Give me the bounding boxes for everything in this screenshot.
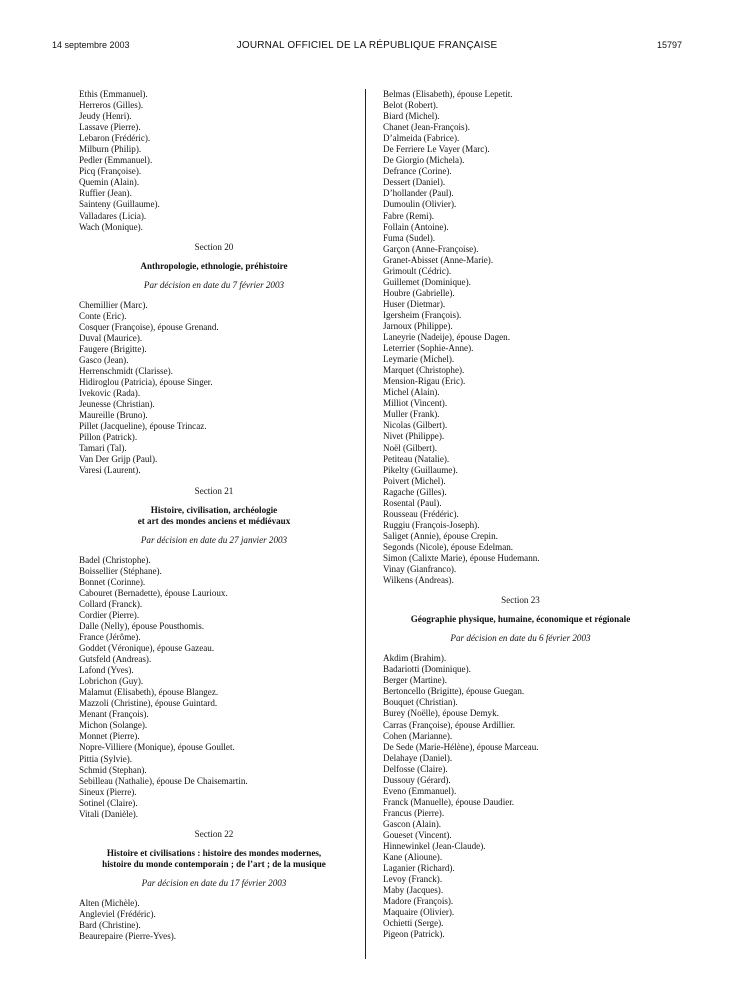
- name-entry: Maquaire (Olivier).: [383, 907, 455, 918]
- name-entry: Lafond (Yves).: [79, 665, 134, 676]
- name-entry: Granet-Abisset (Anne-Marie).: [383, 254, 494, 265]
- name-entry: Michon (Solange).: [79, 720, 148, 731]
- name-entry: Ochietti (Serge).: [383, 918, 444, 929]
- section-title-line: Anthropologie, ethnologie, préhistoire: [140, 260, 288, 271]
- name-entry: Fabre (Remi).: [383, 210, 435, 221]
- page-number: 15797: [656, 40, 682, 50]
- name-entry: Pillon (Patrick).: [79, 432, 138, 443]
- name-entry: Gascon (Alain).: [383, 818, 442, 829]
- name-entry: Huser (Dietmar).: [383, 298, 446, 309]
- name-entry: Chemillier (Marc).: [79, 299, 148, 310]
- section-block: [79, 242, 349, 477]
- journal-title: JOURNAL OFFICIEL DE LA RÉPUBLIQUE FRANÇAISE: [236, 40, 498, 51]
- name-entry: Faugere (Brigitte).: [79, 343, 147, 354]
- name-entry: Sebilleau (Nathalie), épouse De Chaisemartin.: [79, 775, 248, 786]
- decision-date: Par décision en date du 17 février 2003: [141, 877, 287, 888]
- name-entry: Herrenschmidt (Clarisse).: [79, 366, 173, 377]
- section-title-line: Histoire, civilisation, archéologie: [150, 504, 278, 515]
- name-entry: Lebaron (Frédéric).: [79, 133, 151, 144]
- name-entry: Nicolas (Gilbert).: [383, 420, 448, 431]
- name-entry: Berger (Martine).: [383, 675, 447, 686]
- name-entry: Ruffier (Jean).: [79, 188, 132, 199]
- name-entry: Alten (Michèle).: [79, 898, 140, 908]
- name-entry: Laneyrie (Nadeije), épouse Dagen.: [383, 332, 510, 343]
- name-entry: Milliot (Vincent).: [383, 398, 448, 409]
- name-entry: Picq (Françoise).: [79, 166, 142, 177]
- name-entry: Rousseau (Frédéric).: [383, 508, 459, 519]
- name-entry: Franck (Manuelle), épouse Daudier.: [383, 796, 515, 807]
- name-entry: Leymarie (Michel).: [383, 354, 455, 365]
- section-title-line: Géographie physique, humaine, économique et régionale: [410, 614, 631, 625]
- name-entry: Pikelty (Guillaume).: [383, 464, 458, 475]
- name-entry: Conte (Eric).: [79, 310, 127, 321]
- name-entry: Quemin (Alain).: [79, 177, 140, 188]
- name-entry: Goddet (Véronique), épouse Gazeau.: [79, 643, 215, 654]
- name-entry: Pigeon (Patrick).: [383, 929, 445, 940]
- name-entry: Rosental (Paul).: [383, 497, 442, 508]
- name-entry: Nivet (Philippe).: [383, 431, 445, 442]
- name-entry: Cohen (Marianne).: [383, 730, 453, 741]
- name-entry: Dessert (Daniel).: [383, 177, 446, 188]
- name-entry: Vitali (Danièle).: [79, 808, 139, 819]
- name-entry: Badariotti (Dominique).: [383, 664, 471, 675]
- section-title: [79, 505, 349, 527]
- name-entry: Hidiroglou (Patricia), épouse Singer.: [79, 377, 213, 388]
- name-entry: Noël (Gilbert).: [383, 442, 438, 453]
- name-entry: Jeudy (Henri).: [79, 111, 132, 122]
- header-date: 14 septembre 2003: [52, 40, 130, 50]
- name-entry: De Ferriere Le Vayer (Marc).: [383, 144, 490, 155]
- section-block: [79, 829, 349, 942]
- name-entry: Poivert (Michel).: [383, 475, 446, 486]
- name-entry: Carras (Françoise), épouse Ardillier.: [383, 719, 516, 730]
- name-entry: Mension-Rigau (Eric).: [383, 376, 466, 387]
- name-entry: Houbre (Gabrielle).: [383, 287, 455, 298]
- section-number: Section 20: [194, 241, 234, 252]
- section-title-line: et art des mondes anciens et médiévaux: [137, 515, 291, 526]
- section-block: [79, 486, 349, 820]
- name-entry: Madore (François).: [383, 896, 454, 907]
- section-title: [79, 261, 349, 272]
- name-entry: Mazzoli (Christine), épouse Guintard.: [79, 698, 218, 709]
- name-entry: Guillemet (Dominique).: [383, 276, 471, 287]
- name-entry: Boissellier (Stéphane).: [79, 565, 162, 576]
- name-entry: Milburn (Philip).: [79, 144, 142, 155]
- name-entry: Wilkens (Andreas).: [383, 575, 454, 586]
- name-entry: Sineux (Pierre).: [79, 786, 137, 797]
- name-entry: Kane (Alioune).: [383, 852, 443, 863]
- name-entry: Van Der Grijp (Paul).: [79, 454, 158, 465]
- name-entry: Vinay (Gianfranco).: [383, 564, 457, 575]
- name-entry: Cabouret (Bernadette), épouse Laurioux.: [79, 587, 228, 598]
- name-entry: Garçon (Anne-Françoise).: [383, 243, 479, 254]
- name-entry: Ragache (Gilles).: [383, 486, 447, 497]
- section-title-line: Histoire et civilisations : histoire des mondes modernes,: [106, 847, 322, 858]
- name-entry: Maureille (Bruno).: [79, 410, 148, 421]
- name-entry: Schmid (Stephan).: [79, 764, 147, 775]
- name-entry: Hinnewinkel (Jean-Claude).: [383, 841, 486, 852]
- name-entry: De Giorgio (Michela).: [383, 155, 465, 166]
- name-entry: Malamut (Elisabeth), épouse Blangez.: [79, 687, 219, 698]
- decision-date: Par décision en date du 27 janvier 2003: [140, 534, 288, 545]
- name-entry: Muller (Frank).: [383, 409, 440, 420]
- name-entry: Belmas (Elisabeth), épouse Lepetit.: [383, 89, 513, 99]
- name-entry: Sotinel (Claire).: [79, 797, 138, 808]
- name-entry: Follain (Antoine).: [383, 221, 449, 232]
- name-entry: Bard (Christine).: [79, 920, 141, 931]
- name-entry: Grimoult (Cédric).: [383, 265, 452, 276]
- name-entry: De Sede (Marie-Hélène), épouse Marceau.: [383, 741, 539, 752]
- name-entry: Michel (Alain).: [383, 387, 440, 398]
- name-entry: Lobrichon (Guy).: [79, 676, 144, 687]
- name-entry: Leterrier (Sophie-Anne).: [383, 343, 474, 354]
- name-entry: Wach (Monique).: [79, 221, 143, 232]
- name-entry: Simon (Calixte Marie), épouse Hudemann.: [383, 552, 540, 563]
- name-entry: Laganier (Richard).: [383, 863, 455, 874]
- decision-date: Par décision en date du 6 février 2003: [450, 633, 591, 644]
- name-entry: Biard (Michel).: [383, 111, 440, 122]
- name-entry: Pittia (Sylvie).: [79, 753, 133, 764]
- name-entry: Valladares (Licia).: [79, 210, 147, 221]
- name-entry: Cosquer (Françoise), épouse Grenand.: [79, 321, 219, 332]
- name-entry: Burey (Noëlle), épouse Demyk.: [383, 708, 499, 719]
- name-entry: Belot (Robert).: [383, 100, 439, 111]
- name-entry: Delahaye (Daniel).: [383, 752, 453, 763]
- name-entry: Ivekovic (Rada).: [79, 388, 141, 399]
- name-entry: Goueset (Vincent).: [383, 830, 452, 840]
- decision-date: Par décision en date du 7 février 2003: [143, 279, 285, 290]
- name-entry: Gutsfeld (Andreas).: [79, 654, 152, 665]
- section-title: [383, 614, 658, 625]
- name-entry: Dumoulin (Olivier).: [383, 199, 457, 210]
- name-entry: France (Jérôme).: [79, 632, 141, 643]
- name-entry: Gasco (Jean).: [79, 354, 129, 365]
- section-title-line: histoire du monde contemporain ; de l’art ; de la musique: [102, 858, 326, 869]
- name-entry: Levoy (Franck).: [383, 874, 443, 885]
- name-entry: Maby (Jacques).: [383, 885, 444, 896]
- section-title: [79, 848, 349, 870]
- left-column: [79, 89, 349, 942]
- name-entry: Ruggiu (François-Joseph).: [383, 519, 480, 530]
- name-entry: Marquet (Christophe).: [383, 365, 465, 376]
- name-entry: Menant (François).: [79, 709, 149, 720]
- name-entry: Angleviel (Frédéric).: [79, 909, 156, 920]
- name-entry: D’almeida (Fabrice).: [383, 133, 460, 144]
- name-entry: Nopre-Villiere (Monique), épouse Goullet.: [79, 742, 235, 753]
- name-entry: Collard (Franck).: [79, 598, 143, 609]
- name-entry: Delfosse (Claire).: [383, 763, 448, 774]
- column-divider: [365, 89, 366, 959]
- name-entry: Jarnoux (Philippe).: [383, 320, 453, 331]
- section-block: [383, 595, 658, 940]
- name-entry: Lassave (Pierre).: [79, 122, 141, 133]
- name-entry: Herreros (Gilles).: [79, 100, 144, 111]
- name-entry: Badel (Christophe).: [79, 554, 151, 565]
- name-entry: Defrance (Corine).: [383, 166, 452, 177]
- name-entry: Monnet (Pierre).: [79, 731, 140, 742]
- name-entry: D’hollander (Paul).: [383, 188, 454, 199]
- name-entry: Dussouy (Gérard).: [383, 774, 451, 785]
- section-number: Section 22: [194, 828, 234, 839]
- right-column: [383, 89, 658, 940]
- name-entry: Pedler (Emmanuel).: [79, 155, 153, 166]
- name-entry: Francus (Pierre).: [383, 807, 445, 818]
- name-entry: Saliget (Annie), épouse Crepin.: [383, 530, 498, 541]
- name-entry: Akdim (Brahim).: [383, 653, 447, 664]
- section-number: Section 21: [194, 485, 234, 496]
- section-number: Section 23: [501, 595, 540, 606]
- name-entry: Sainteny (Guillaume).: [79, 199, 160, 210]
- name-entry: Dalle (Nelly), épouse Pousthomis.: [79, 620, 205, 631]
- name-entry: Fuma (Sudel).: [383, 232, 436, 243]
- page-header: [52, 40, 682, 54]
- name-entry: Cordier (Pierre).: [79, 609, 140, 620]
- name-entry: Bouquet (Christian).: [383, 697, 458, 708]
- name-entry: Igersheim (François).: [383, 309, 462, 320]
- name-entry: Ethis (Emmanuel).: [79, 89, 148, 99]
- name-entry: Bertoncello (Brigitte), épouse Guegan.: [383, 686, 525, 697]
- name-entry: Chanet (Jean-François).: [383, 122, 470, 133]
- name-entry: Pillet (Jacqueline), épouse Trincaz.: [79, 421, 207, 432]
- name-entry: Bonnet (Corinne).: [79, 576, 146, 587]
- name-entry: Varesi (Laurent).: [79, 465, 141, 476]
- name-entry: Segonds (Nicole), épouse Edelman.: [383, 541, 514, 552]
- name-entry: Eveno (Emmanuel).: [383, 785, 457, 796]
- name-entry: Beaurepaire (Pierre-Yves).: [79, 931, 177, 942]
- name-entry: Tamari (Tal).: [79, 443, 127, 454]
- name-entry: Petiteau (Natalie).: [383, 453, 450, 464]
- name-entry: Jeunesse (Christian).: [79, 399, 155, 410]
- name-entry: Duval (Maurice).: [79, 332, 143, 343]
